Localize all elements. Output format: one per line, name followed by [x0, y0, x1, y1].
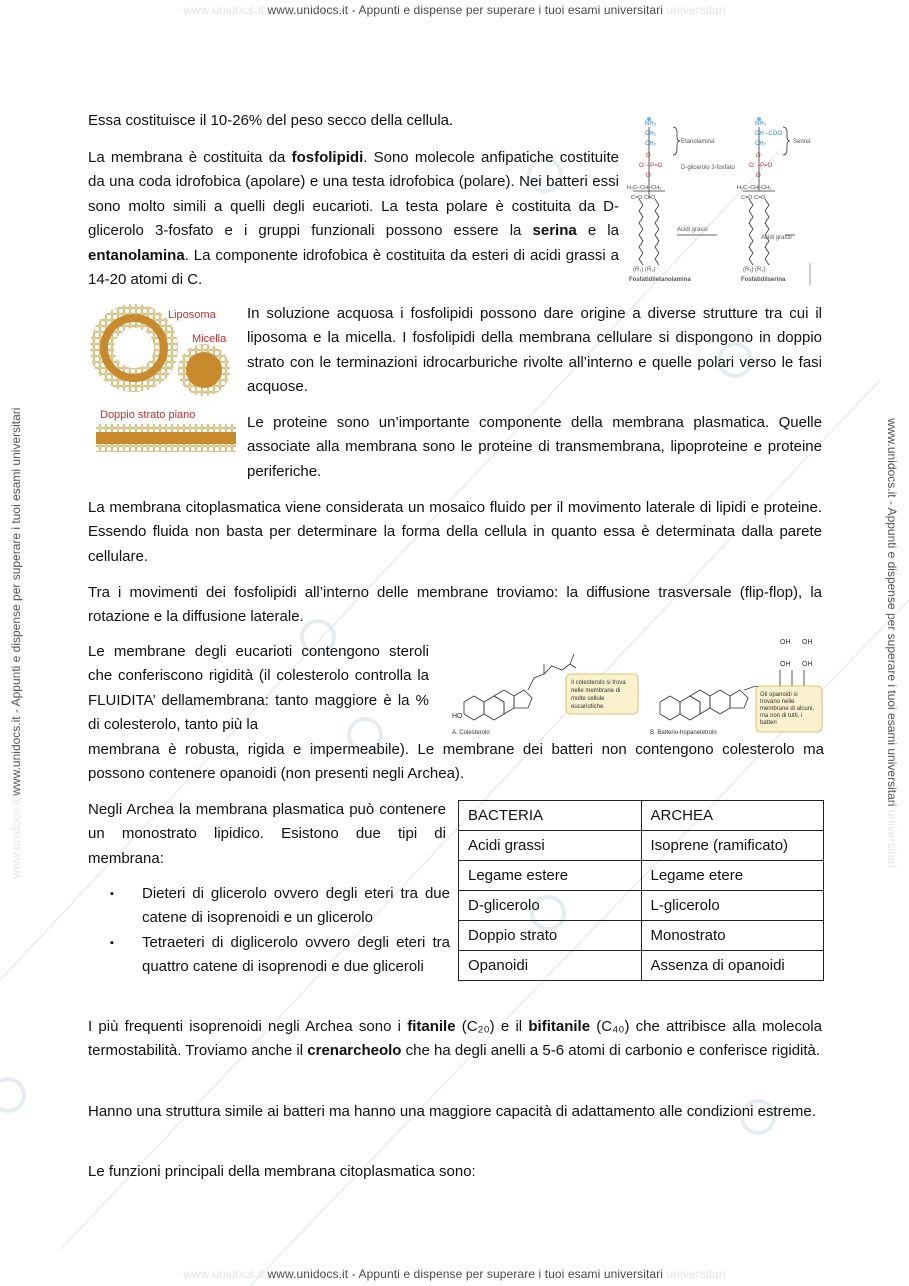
label-doppio-strato: Doppio strato piano	[100, 409, 196, 421]
table-cell: Opanoidi	[459, 951, 642, 981]
label-serina: Serina	[793, 139, 811, 145]
table-cell: Monostrato	[641, 921, 824, 951]
paragraph-9	[88, 1015, 822, 1064]
svg-text:CH₂: CH₂	[645, 131, 656, 137]
label-fosfatidiletanolamina: Fosfatidiletanolamina	[629, 277, 691, 283]
label-hopanetetrolo: B. Batterio-hopanetetrolo	[650, 730, 717, 736]
box1-line: Il colesterolo si trova	[571, 680, 626, 686]
label-micella: Micella	[192, 333, 227, 345]
paragraph-11: Le funzioni principali della membrana citoplasmatica sono:	[88, 1163, 476, 1180]
p2-text-d: e la	[576, 222, 619, 240]
phospholipid-structure-figure	[625, 113, 815, 285]
bacteria-archea-table	[458, 800, 824, 981]
p9-text-e: che ha degli anelli a 5-6 atomi di carbonio e conferisce rigidità.	[401, 1042, 821, 1060]
term-serina: serina	[532, 222, 577, 240]
table-cell: Legame etere	[641, 861, 824, 891]
box1-line: nelle membrane di	[571, 688, 621, 694]
p2-text-e: . La componente idrofobica è costituita da esteri di acidi grassi a 14-20 atomi di C.	[88, 246, 619, 289]
term-crenarcheolo: crenarcheolo	[307, 1042, 402, 1060]
svg-text:NH₃: NH₃	[755, 121, 767, 127]
paragraph-1: Essa costituisce il 10-26% del peso secco della cellula.	[88, 112, 454, 129]
svg-text:C=O C=O: C=O C=O	[741, 195, 766, 201]
list-item-text: Tetraeteri di diglicerolo ovvero degli eteri tra quattro catene di isoprenodi e due gliceroli	[142, 933, 450, 976]
p2-text-a: La membrana è costituita da	[88, 149, 292, 166]
table-cell: D-glicerolo	[459, 891, 642, 921]
box2-line: membrane di alcuni,	[760, 706, 815, 712]
label-fosfatidilserina: Fosfatidilserina	[741, 277, 786, 283]
svg-text:C=O C=O: C=O C=O	[631, 195, 656, 201]
membrane-types-list	[110, 882, 450, 980]
p9-text-d: (C₄₀) che attribisce alla molecola termostabilità. Troviamo anche il	[88, 1018, 822, 1060]
paragraph-5: La membrana citoplasmatica viene considerata un mosaico fluido per il movimento laterale di lipidi e proteine. Essendo fluida non basta per determinare la forma della cellula in quanto essa è determinata dalla parete cellulare.	[88, 499, 822, 565]
paragraph-3: In soluzione acquosa i fosfolipidi possono dare origine a diverse strutture tra cui il liposoma e la micella. I fosfolipidi della membrana cellulare si dispongono in doppio strato con le terminazioni idrocarburiche rivolte all’interno e quelle polari verso le fasi acquose.	[247, 305, 822, 396]
table-row	[459, 921, 824, 951]
svg-text:O⁻–P=O: O⁻–P=O	[639, 163, 663, 169]
table-row	[459, 891, 824, 921]
p9-text-c: (C₂₀) e il	[455, 1018, 529, 1035]
header-text: www.unidocs.it - Appunti e dispense per superare i tuoi esami universitari	[267, 3, 664, 17]
table-cell: BACTERIA	[459, 801, 642, 831]
right-side-text: www.unidocs.it - Appunti e dispense per superare i tuoi esami universitari	[885, 418, 899, 807]
label-oh: OH	[780, 639, 791, 646]
svg-text:H₂C–CH–CH₂: H₂C–CH–CH₂	[627, 185, 662, 191]
label-oh: OH	[780, 661, 791, 668]
left-side-text: www.unidocs.it - Appunti e dispense per superare i tuoi esami universitari	[9, 407, 23, 796]
table-row	[459, 801, 824, 831]
paragraph-2	[88, 146, 619, 292]
p9-text-a: I più frequenti isoprenoidi negli Archea sono i	[88, 1018, 408, 1035]
svg-text:O: O	[646, 153, 651, 159]
label-liposoma: Liposoma	[168, 309, 216, 321]
label-glicerolo: D-glicerolo 3-fosfato	[681, 165, 735, 171]
label-r-left: (R₁) (R₂)	[633, 267, 656, 273]
term-fitanile: fitanile	[407, 1018, 456, 1035]
table-cell: ARCHEA	[641, 801, 824, 831]
svg-text:NH₃: NH₃	[645, 121, 657, 127]
svg-text:O⁻–P=O: O⁻–P=O	[749, 163, 773, 169]
ghost-right: universitari	[666, 3, 726, 17]
paragraph-4: Le proteine sono un’importante componente della membrana plasmatica. Quelle associate alla membrana sono le proteine di transmembrana, lipoproteine e proteine periferiche.	[247, 414, 822, 480]
footer-text: www.unidocs.it - Appunti e dispense per superare i tuoi esami universitari	[267, 1267, 664, 1281]
term-bifitanile: bifitanile	[528, 1018, 591, 1035]
ghost-left: www.unidocs.it	[9, 799, 23, 879]
paragraph-8: Negli Archea la membrana plasmatica può contenere un monostrato lipidico. Esistono due tipi di membrana:	[88, 801, 446, 867]
svg-text:O: O	[756, 153, 761, 159]
label-etanolamina: Etanolamina	[681, 139, 715, 145]
box1-line: molte cellule	[571, 696, 605, 702]
bullet-icon: ▪	[110, 936, 114, 949]
list-item-text: Dieteri di glicerolo ovvero degli eteri tra due catene di isoprenoidi e un glicerolo	[142, 885, 450, 927]
table-row	[459, 951, 824, 981]
bullet-icon: ▪	[110, 888, 114, 900]
box2-line: Gli opanoidi si	[760, 692, 798, 698]
table-cell: Isoprene (ramificato)	[641, 831, 824, 861]
paragraph-6: Tra i movimenti dei fosfolipidi all’interno delle membrane troviamo: la diffusione trasversale (flip-flop), la rotazione e la diffusione laterale.	[88, 584, 822, 626]
svg-text:H₂C–CH–CH₂: H₂C–CH–CH₂	[737, 185, 772, 191]
paragraph-7-wrap: Le membrane degli eucarioti contengono steroli che conferiscono rigidità (il colesterolo controlla la FLUIDITA’ dellamembrana: tanto maggiore è la % di colesterolo, tanto più la	[88, 643, 429, 734]
svg-text:CH: CH	[755, 131, 764, 137]
sterol-hopanoid-figure	[450, 630, 825, 738]
p2-text-c: . Sono molecole anfipatiche costituite da una coda idrofobica (apolare) e una testa idrofobica (polare). Nei batteri essi sono molto simili a quelli degli eucarioti. La testa polare è costituita da D-glicerolo 3-fosfato e i gruppi funzionali possono essere la	[88, 149, 619, 240]
table-row	[459, 831, 824, 861]
list-item	[110, 931, 450, 980]
svg-text:O: O	[756, 173, 761, 179]
label-ho: HO	[452, 713, 463, 720]
label-r-right: (R₁) (R₂)	[743, 267, 766, 273]
ghost-right: universitari	[885, 809, 899, 868]
table-cell: L-glicerolo	[641, 891, 824, 921]
label-colesterolo: A. Colesterolo	[452, 730, 490, 736]
label-oh: OH	[802, 661, 813, 668]
label-acidi-grassi-right: Acidi grassi	[761, 235, 792, 241]
label-oh: OH	[802, 639, 813, 646]
ghost-right: universitari	[666, 1267, 726, 1281]
list-item	[110, 882, 450, 931]
table-cell: Assenza di opanoidi	[641, 951, 824, 981]
term-entanolamina: entanolamina	[88, 246, 185, 264]
paragraph-7-full: membrana è robusta, rigida e impermeabile). Le membrane dei batteri non contengono colesterolo ma possono contenere opanoidi (non presenti negli Archea).	[88, 741, 824, 783]
table-cell: Acidi grassi	[459, 831, 642, 861]
term-fosfolipidi: fosfolipidi	[291, 149, 364, 166]
label-acidi-grassi-left: Acidi grassi	[677, 227, 708, 233]
lipid-structures-figure	[88, 296, 238, 458]
box2-line: batteri	[760, 720, 777, 726]
table-cell: Legame estere	[459, 861, 642, 891]
ghost-left: www.unidocs.it	[183, 1267, 265, 1281]
svg-text:CH₂: CH₂	[645, 141, 656, 147]
svg-text:–COO⁻: –COO⁻	[765, 131, 786, 137]
table-row	[459, 861, 824, 891]
box2-line: trovano nelle	[760, 699, 795, 705]
box1-line: eucariotiche	[571, 704, 604, 710]
table-cell: Doppio strato	[459, 921, 642, 951]
ghost-left: www.unidocs.it	[183, 3, 265, 17]
box2-line: ma non di tutti, i	[760, 713, 803, 719]
svg-text:CH₂: CH₂	[755, 141, 766, 147]
svg-text:O: O	[646, 173, 651, 179]
paragraph-10: Hanno una struttura simile ai batteri ma hanno una maggiore capacità di adattamento alle condizioni estreme.	[88, 1103, 816, 1120]
